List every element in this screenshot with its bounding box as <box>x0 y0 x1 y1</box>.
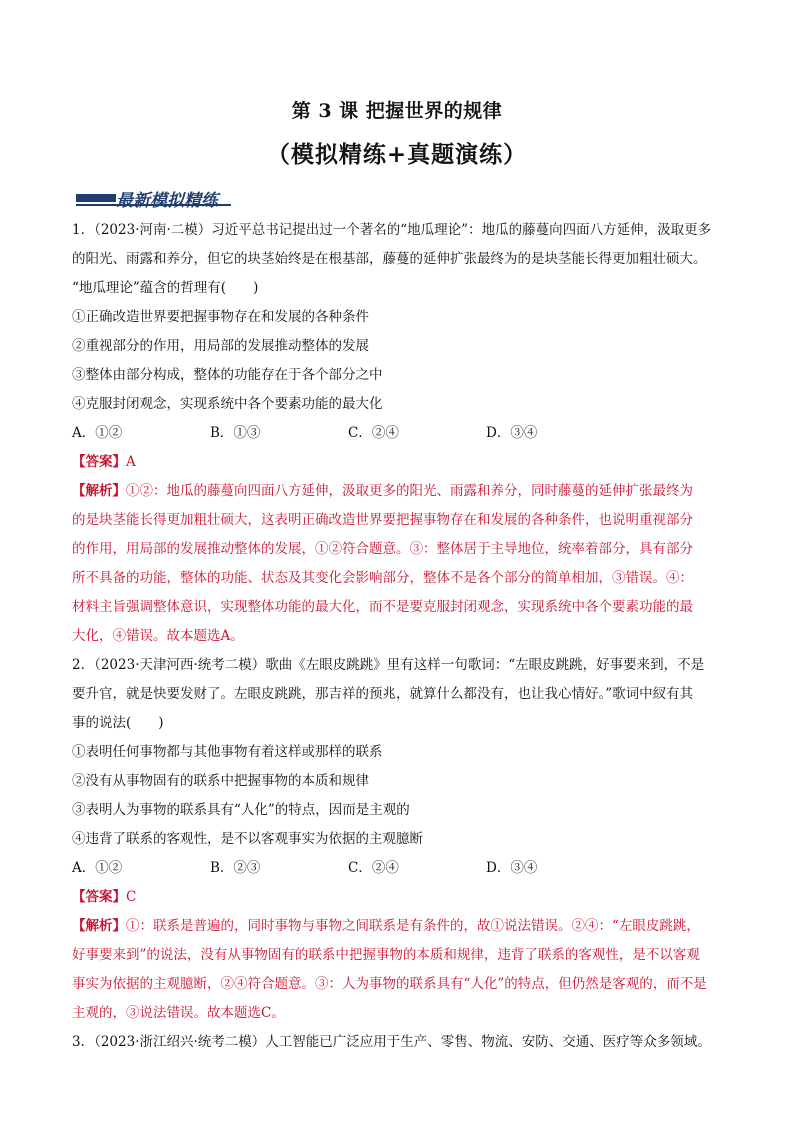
answer-value: A <box>126 454 136 470</box>
analysis-text: ①②：地瓜的藤蔓向四面八方延伸，汲取更多的阳光、雨露和养分，同时藤蔓的延伸扩张最终为 <box>126 483 693 499</box>
analysis-text: 事实为依据的主观臆断，②④符合题意。③：人为事物的联系具有“人化”的特点，但仍然是客观的，而不是 <box>72 976 707 992</box>
statement-item: ①表明任何事物都与其他事物有着这样或那样的联系 <box>72 744 383 760</box>
statement-item: ③表明人为事物的联系具有“人化”的特点，因而是主观的 <box>72 802 410 818</box>
option-a: A．①② <box>72 860 123 876</box>
analysis-text: 的作用，用局部的发展推动整体的发展，①②符合题意。③：整体居于主导地位，统率着部分，具有部分 <box>72 541 693 557</box>
analysis-label: 【解析】 <box>72 918 126 934</box>
page-subtitle: （模拟精练+真题演练） <box>266 141 528 168</box>
question-list <box>72 216 762 1057</box>
answer-options <box>72 854 762 883</box>
question-2 <box>72 651 762 1028</box>
analysis-label: 【解析】 <box>72 483 126 499</box>
analysis-text: ①：联系是普遍的，同时事物与事物之间联系是有条件的，故①说法错误。②④：“左眼皮跳跳， <box>126 918 700 934</box>
analysis-text: 的是块茎能长得更加粗壮硕大，这表明正确改造世界要把握事物存在和发展的各种条件，也说明重视部分 <box>72 512 693 528</box>
question-stem-line: 2．（2023·天津河西·统考二模）歌曲《左眼皮跳跳》里有这样一句歌词：“左眼皮跳跳，好事要来到，不是 <box>72 657 705 673</box>
option-d: D．③④ <box>486 425 538 441</box>
statement-item: ④克服封闭观念，实现系统中各个要素功能的最大化 <box>72 396 383 412</box>
analysis-line <box>72 912 762 941</box>
answer-line <box>72 448 762 477</box>
section-header <box>76 186 296 212</box>
section-header-label: 最新模拟精练 <box>116 191 218 211</box>
analysis-text: 材料主旨强调整体意识，实现整体功能的最大化，而不是要克服封闭观念，实现系统中各个要素功能的最 <box>72 599 693 615</box>
analysis-text: 主观的，③说法错误。故本题选C。 <box>72 1005 285 1021</box>
option-a: A．①② <box>72 425 123 441</box>
answer-label: 【答案】 <box>72 454 126 470</box>
analysis-text: 大化，④错误。故本题选A。 <box>72 628 244 644</box>
question-stem-line: 的阳光、雨露和养分，但它的块茎始终是在根基部，藤蔓的延伸扩张最终为的是块茎能长得更加粗壮硕大。 <box>72 251 707 267</box>
page-title: 第 3 课 把握世界的规律 <box>291 100 503 122</box>
option-b: B．②③ <box>210 860 261 876</box>
option-d: D．③④ <box>486 860 538 876</box>
option-c: C．②④ <box>348 425 399 441</box>
answer-options <box>72 419 762 448</box>
statement-item: ④违背了联系的客观性，是不以客观事实为依据的主观臆断 <box>72 831 423 847</box>
question-stem-line: 事的说法( ) <box>72 715 164 731</box>
question-stem-line: 3．（2023·浙江绍兴·统考二模）人工智能已广泛应用于生产、零售、物流、安防、交通、医疗等众多领域。 <box>72 1034 711 1050</box>
section-header-bar <box>76 194 116 202</box>
analysis-line <box>72 477 762 506</box>
answer-line <box>72 883 762 912</box>
answer-label: 【答案】 <box>72 889 126 905</box>
question-1 <box>72 216 762 651</box>
analysis-text: 好事要来到”的说法，没有从事物固有的联系中把握事物的本质和规律，违背了联系的客观性，是不以客观 <box>72 947 700 963</box>
statement-item: ③整体由部分构成，整体的功能存在于各个部分之中 <box>72 367 383 383</box>
option-c: C．②④ <box>348 860 399 876</box>
question-stem-line: “地瓜理论”蕴含的哲理有( ) <box>72 280 259 296</box>
analysis-text: 所不具备的功能，整体的功能、状态及其变化会影响部分，整体不是各个部分的简单相加，③错误。④： <box>72 570 693 586</box>
option-b: B．①③ <box>210 425 261 441</box>
answer-value: C <box>126 889 137 905</box>
question-stem-line: 要升官，就是快要发财了。左眼皮跳跳，那吉祥的预兆，就算什么都没有，也让我心情好。”歌词中紁有其 <box>72 686 694 702</box>
question-stem-line: 1．（2023·河南·二模）习近平总书记提出过一个著名的“地瓜理论”：地瓜的藤蔓向四面八方延伸，汲取更多 <box>72 222 712 238</box>
question-3 <box>72 1028 762 1057</box>
statement-item: ②没有从事物固有的联系中把握事物的本质和规律 <box>72 773 369 789</box>
statement-item: ①正确改造世界要把握事物存在和发展的各种条件 <box>72 309 369 325</box>
statement-item: ②重视部分的作用，用局部的发展推动整体的发展 <box>72 338 369 354</box>
